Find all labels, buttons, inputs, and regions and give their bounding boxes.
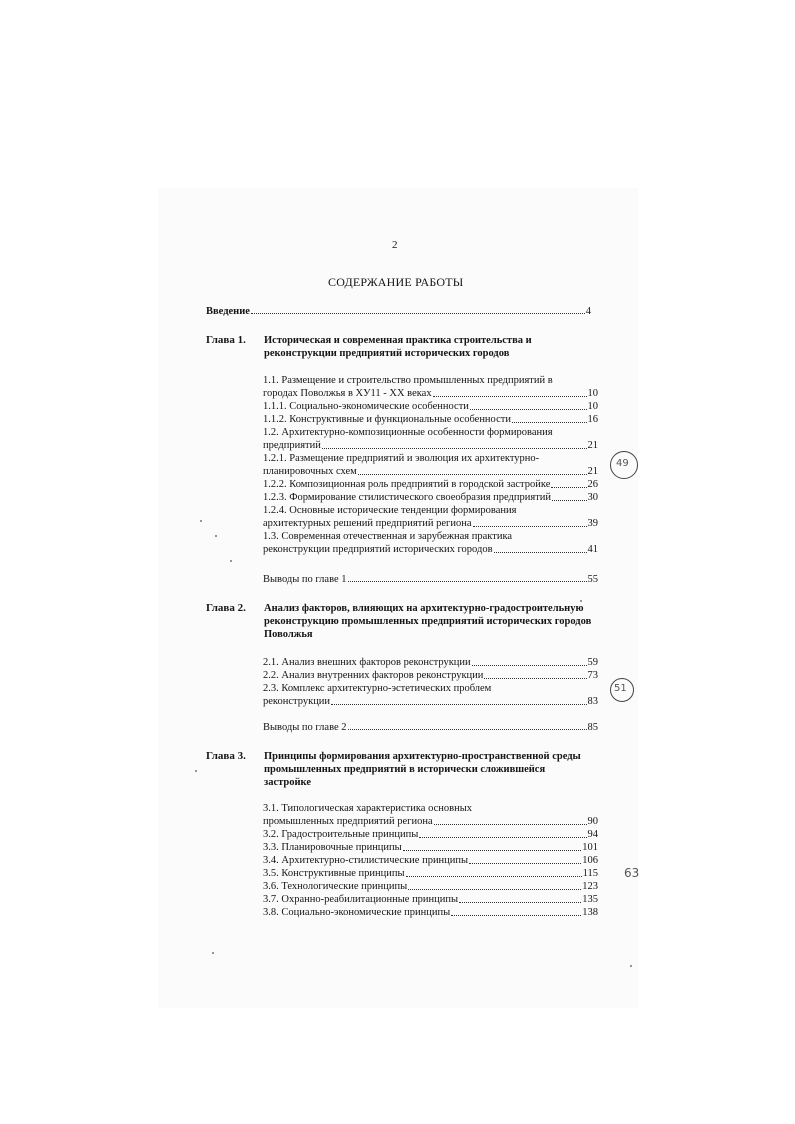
toc-entry[interactable]	[263, 452, 598, 478]
toc-entry-label: промышленных предприятий региона	[263, 816, 433, 827]
toc-entry-page: 101	[582, 842, 598, 853]
toc-entry[interactable]	[263, 828, 598, 841]
margin-mark: 51	[614, 683, 627, 694]
toc-entry[interactable]	[263, 880, 598, 893]
toc-entry[interactable]	[263, 682, 598, 708]
dot-leader	[406, 876, 582, 877]
toc-entry[interactable]	[263, 893, 598, 906]
toc-entry-label: 3.7. Охранно-реабилитационные принципы	[263, 894, 459, 905]
toc-entry-page: 21	[587, 466, 598, 477]
toc-entry-first-line: 1.1. Размещение и строительство промышленных предприятий в	[263, 375, 553, 386]
toc-entry-label: 1.1.2. Конструктивные и функциональные особенности	[263, 414, 511, 425]
toc-entry[interactable]	[263, 478, 598, 491]
dot-leader	[403, 850, 582, 851]
toc-entry-label: планировочных схем	[263, 466, 357, 477]
toc-entry-label: 3.3. Планировочные принципы	[263, 842, 402, 853]
conclusion-label: Выводы по главе 2	[263, 722, 347, 733]
toc-entry-page: 73	[587, 670, 598, 681]
toc-entry-page: 123	[582, 881, 598, 892]
chapter-1-title: Историческая и современная практика строительства и реконструкции предприятий исторических городов	[264, 335, 532, 359]
toc-entry-page: 10	[587, 388, 598, 399]
scan-speck	[580, 600, 582, 602]
dot-leader	[322, 448, 587, 449]
toc-entry-first-line: 3.1. Типологическая характеристика основных	[263, 803, 472, 814]
toc-entry-label: 1.1.1. Социально-экономические особенности	[263, 401, 469, 412]
dot-leader	[451, 915, 581, 916]
toc-entry-first-line: 1.2.4. Основные исторические тенденции формирования	[263, 505, 517, 516]
chapter-2-entries	[263, 656, 598, 708]
dot-leader	[348, 729, 587, 730]
toc-entry-page: 10	[587, 401, 598, 412]
toc-entry-label: 3.8. Социально-экономические принципы	[263, 907, 451, 918]
toc-entry-label: 3.5. Конструктивные принципы	[263, 868, 405, 879]
dot-leader	[419, 837, 586, 838]
toc-entry-page: 115	[582, 868, 598, 879]
scan-speck	[212, 952, 214, 954]
toc-entry[interactable]	[263, 656, 598, 669]
toc-intro-page: 4	[585, 306, 591, 317]
toc-entry-first-line: 2.3. Комплекс архитектурно-эстетических проблем	[263, 683, 492, 694]
chapter-2-head: Глава 2.	[206, 602, 246, 614]
dot-leader	[484, 678, 586, 679]
dot-leader	[434, 824, 587, 825]
dot-leader	[494, 552, 587, 553]
dot-leader	[331, 704, 586, 705]
toc-entry-page: 94	[587, 829, 598, 840]
dot-leader	[433, 396, 587, 397]
chapter-2-title: Анализ факторов, влияющих на архитектурно-градостроительную реконструкцию промышленных предприятий исторических городов Поволжья	[264, 603, 592, 640]
toc-entry-label: 3.6. Технологические принципы	[263, 881, 408, 892]
dot-leader	[469, 863, 581, 864]
toc-entry-label: 2.1. Анализ внешних факторов реконструкции	[263, 657, 471, 668]
toc-entry-page: 30	[587, 492, 598, 503]
toc-entry-first-line: 1.3. Современная отечественная и зарубежная практика	[263, 531, 513, 542]
toc-entry-page: 21	[587, 440, 598, 451]
dot-leader	[472, 665, 587, 666]
chapter-3-head: Глава 3.	[206, 750, 246, 762]
chapter-1-head: Глава 1.	[206, 334, 246, 346]
toc-entry[interactable]	[263, 400, 598, 413]
dot-leader	[358, 474, 587, 475]
chapter-3-title: Принципы формирования архитектурно-пространственной среды промышленных предприятий в исторически сложившейся застройке	[264, 751, 581, 788]
margin-mark: 49	[616, 458, 629, 469]
toc-entry-label: реконструкции предприятий исторических городов	[263, 544, 493, 555]
toc-entry[interactable]	[263, 491, 598, 504]
dot-leader	[552, 500, 586, 501]
toc-entry[interactable]	[263, 906, 598, 919]
toc-entry[interactable]	[263, 802, 598, 828]
scan-speck	[195, 770, 197, 772]
toc-entry[interactable]	[263, 504, 598, 530]
toc-entry[interactable]	[263, 530, 598, 556]
toc-entry[interactable]	[263, 669, 598, 682]
toc-title: СОДЕРЖАНИЕ РАБОТЫ	[328, 275, 464, 289]
scan-speck	[200, 520, 202, 522]
toc-entry-page: 26	[587, 479, 598, 490]
chapter-1-entries	[263, 374, 598, 556]
toc-intro-label: Введение	[206, 306, 250, 317]
scan-speck	[215, 535, 217, 537]
toc-entry[interactable]	[263, 854, 598, 867]
toc-entry-label: 3.2. Градостроительные принципы	[263, 829, 419, 840]
toc-entry[interactable]	[263, 867, 598, 880]
conclusion-label: Выводы по главе 1	[263, 574, 347, 585]
toc-entry-page: 83	[587, 696, 598, 707]
margin-mark: 63	[624, 866, 640, 880]
toc-entry-page: 135	[582, 894, 598, 905]
toc-entry-page: 59	[587, 657, 598, 668]
toc-entry-label: 1.2.3. Формирование стилистического своеобразия предприятий	[263, 492, 552, 503]
toc-entry-page: 106	[582, 855, 598, 866]
toc-entry-label: городах Поволжья в ХУ11 - XX веках	[263, 388, 432, 399]
toc-entry-label: 2.2. Анализ внутренних факторов реконструкции	[263, 670, 484, 681]
toc-entry[interactable]	[263, 413, 598, 426]
toc-entry-page: 41	[587, 544, 598, 555]
conclusion-page: 85	[587, 722, 598, 733]
toc-entry-page: 39	[587, 518, 598, 529]
scan-speck	[230, 560, 232, 562]
toc-entry-page: 90	[587, 816, 598, 827]
dot-leader	[348, 581, 587, 582]
dot-leader	[459, 902, 581, 903]
toc-entry[interactable]	[263, 374, 598, 400]
dot-leader	[408, 889, 581, 890]
toc-entry-page: 138	[582, 907, 598, 918]
toc-entry[interactable]	[263, 426, 598, 452]
toc-entry-label: 1.2.2. Композиционная роль предприятий в городской застройке	[263, 479, 551, 490]
toc-entry-first-line: 1.2. Архитектурно-композиционные особенности формирования	[263, 427, 553, 438]
scan-speck	[630, 965, 632, 967]
dot-leader	[473, 526, 587, 527]
dot-leader	[251, 313, 585, 314]
toc-entry-label: предприятий	[263, 440, 321, 451]
page-number: 2	[392, 239, 398, 251]
chapter-3-entries	[263, 802, 598, 919]
dot-leader	[512, 422, 587, 423]
toc-intro[interactable]	[206, 306, 591, 317]
chapter-2-conclusion[interactable]	[263, 722, 598, 733]
dot-leader	[470, 409, 587, 410]
toc-entry-first-line: 1.2.1. Размещение предприятий и эволюция их архитектурно-	[263, 453, 540, 464]
toc-entry-page: 16	[587, 414, 598, 425]
toc-entry-label: архитектурных решений предприятий региона	[263, 518, 472, 529]
conclusion-page: 55	[587, 574, 598, 585]
toc-entry-label: 3.4. Архитектурно-стилистические принципы	[263, 855, 469, 866]
toc-entry[interactable]	[263, 841, 598, 854]
chapter-1-conclusion[interactable]	[263, 574, 598, 585]
dot-leader	[551, 487, 586, 488]
toc-entry-label: реконструкции	[263, 696, 331, 707]
